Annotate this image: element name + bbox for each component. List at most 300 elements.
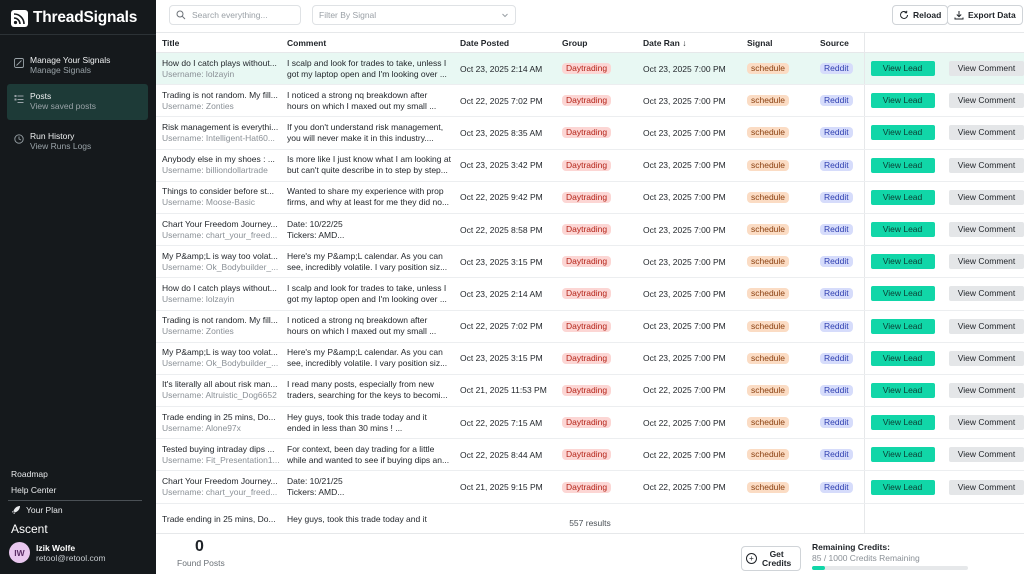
brand[interactable] <box>11 9 137 27</box>
table-row[interactable] <box>156 407 1024 439</box>
cell-group <box>556 213 637 245</box>
post-title: Trade ending in 25 mins, Do... <box>162 513 276 524</box>
cell-comment[interactable] <box>281 342 454 374</box>
search-placeholder: Search everything... <box>192 10 268 20</box>
column-header-title[interactable]: Title <box>156 33 281 53</box>
date-ran: Oct 23, 2025 7:00 PM <box>643 192 726 203</box>
cell-signal <box>741 117 814 149</box>
comment-line-2: got my laptop open and I'm looking over ... <box>287 68 447 79</box>
sidebar-item-title: Run History <box>30 131 75 141</box>
view-comment-button[interactable]: View Comment <box>949 254 1024 269</box>
post-title: Things to consider before st... <box>162 186 274 197</box>
signal-tag: schedule <box>747 417 789 428</box>
post-title: How do I catch plays without... <box>162 282 277 293</box>
post-username: Username: Alone97x <box>162 422 241 433</box>
cell-view-lead <box>864 439 943 471</box>
results-count: 557 results <box>569 518 611 528</box>
plan-name: Ascent <box>11 522 48 536</box>
comment-line-1: Date: 10/22/25 <box>287 218 343 229</box>
posts-list-icon <box>14 94 24 104</box>
signal-tag: schedule <box>747 192 789 203</box>
cell-view-comment <box>943 342 1024 374</box>
comment-line-2: Tickers: AMD... <box>287 229 345 240</box>
cell-view-comment <box>943 181 1024 213</box>
cell-title[interactable] <box>156 213 281 245</box>
reload-button[interactable] <box>892 5 948 25</box>
cell-view-lead <box>864 53 943 85</box>
sidebar-divider <box>8 500 142 501</box>
cell-view-lead <box>864 407 943 439</box>
cell-group <box>556 278 637 310</box>
signal-tag: schedule <box>747 321 789 332</box>
table-row[interactable] <box>156 246 1024 278</box>
view-lead-button[interactable]: View Lead <box>871 222 935 237</box>
source-tag: Reddit <box>820 192 853 203</box>
cell-view-lead <box>864 374 943 406</box>
sidebar-item-title: Manage Your Signals <box>30 55 111 65</box>
post-title: Chart Your Freedom Journey... <box>162 218 278 229</box>
date-ran: Oct 22, 2025 7:00 PM <box>643 417 726 428</box>
view-comment-button[interactable]: View Comment <box>949 383 1024 398</box>
group-tag: Daytrading <box>562 127 611 138</box>
get-credits-label-1: Get <box>769 548 784 559</box>
cell-comment[interactable] <box>281 246 454 278</box>
cell-source <box>814 53 864 85</box>
cell-view-lead <box>864 246 943 278</box>
view-lead-button[interactable]: View Lead <box>871 351 935 366</box>
cell-view-lead <box>864 213 943 245</box>
signal-tag: schedule <box>747 63 789 74</box>
group-tag: Daytrading <box>562 385 611 396</box>
cell-title[interactable] <box>156 278 281 310</box>
cell-title[interactable] <box>156 85 281 117</box>
source-tag: Reddit <box>820 417 853 428</box>
table-row[interactable] <box>156 213 1024 245</box>
credits-progress-fill <box>812 566 825 570</box>
cell-title[interactable] <box>156 53 281 85</box>
post-title: Chart Your Freedom Journey... <box>162 476 278 487</box>
comment-line-1: Wanted to share my experience with prop <box>287 186 444 197</box>
search-input[interactable] <box>169 5 301 25</box>
column-header-date-ran[interactable]: Date Ran ↓ <box>637 33 741 53</box>
date-ran: Oct 23, 2025 7:00 PM <box>643 95 726 106</box>
table-row[interactable] <box>156 278 1024 310</box>
export-data-button[interactable] <box>947 5 1023 25</box>
comment-line-1: Hey guys, took this trade today and it <box>287 411 427 422</box>
cell-comment[interactable] <box>281 471 454 503</box>
view-lead-button[interactable]: View Lead <box>871 61 935 76</box>
footer-bar <box>156 533 1024 574</box>
table-row[interactable] <box>156 181 1024 213</box>
table-row[interactable] <box>156 85 1024 117</box>
column-header-date-posted[interactable]: Date Posted <box>454 33 556 53</box>
comment-line-2: ended in less than 30 mins ! ... <box>287 422 403 433</box>
cell-comment[interactable] <box>281 149 454 181</box>
cell-view-comment <box>943 310 1024 342</box>
cell-date-ran <box>637 374 741 406</box>
post-title: Trading is not random. My fill... <box>162 315 278 326</box>
source-tag: Reddit <box>820 160 853 171</box>
user-profile[interactable] <box>9 542 106 563</box>
source-tag: Reddit <box>820 288 853 299</box>
cell-title[interactable] <box>156 439 281 471</box>
view-lead-button[interactable]: View Lead <box>871 480 935 495</box>
view-lead-button[interactable]: View Lead <box>871 125 935 140</box>
comment-line-2: see, incredibly volatile. I vary position siz... <box>287 261 448 272</box>
view-lead-button[interactable]: View Lead <box>871 286 935 301</box>
post-username: Username: billiondollartrade <box>162 165 268 176</box>
view-lead-button[interactable]: View Lead <box>871 319 935 334</box>
comment-line-2: see, incredibly volatile. I vary position siz... <box>287 358 448 369</box>
cell-date-ran <box>637 471 741 503</box>
cell-comment[interactable] <box>281 407 454 439</box>
cell-view-comment <box>943 407 1024 439</box>
date-posted: Oct 22, 2025 9:42 PM <box>460 192 543 203</box>
cell-group <box>556 149 637 181</box>
cell-view-comment <box>943 213 1024 245</box>
cell-signal <box>741 310 814 342</box>
comment-line-2: got my laptop open and I'm looking over ... <box>287 293 447 304</box>
post-username: Username: Intelligent-Hat60... <box>162 132 275 143</box>
view-comment-button[interactable]: View Comment <box>949 222 1024 237</box>
comment-line-2: hours on which I maxed out my small ... <box>287 326 437 337</box>
cell-comment[interactable] <box>281 374 454 406</box>
comment-line-2: while and wanted to see if buying dips an... <box>287 454 450 465</box>
table-row[interactable] <box>156 53 1024 85</box>
post-title: Risk management is everythi... <box>162 121 279 132</box>
cell-date-ran <box>637 246 741 278</box>
table-header-row <box>156 33 1024 53</box>
comment-line-1: Here's my P&amp;L calendar. As you can <box>287 250 443 261</box>
cell-signal <box>741 278 814 310</box>
comment-line-2: traders, searching for the keys to becomi... <box>287 390 448 401</box>
date-ran: Oct 22, 2025 7:00 PM <box>643 482 726 493</box>
rocket-icon <box>11 505 21 515</box>
cell-date-posted <box>454 374 556 406</box>
cell-view-comment <box>943 246 1024 278</box>
cell-group <box>556 181 637 213</box>
date-posted: Oct 21, 2025 11:53 PM <box>460 385 547 396</box>
view-comment-button[interactable]: View Comment <box>949 447 1024 462</box>
table-row[interactable] <box>156 439 1024 471</box>
cell-view-lead <box>864 278 943 310</box>
cell-group <box>556 85 637 117</box>
cell-title[interactable] <box>156 117 281 149</box>
cell-source <box>814 407 864 439</box>
cell-date-posted <box>454 117 556 149</box>
cell-signal <box>741 149 814 181</box>
comment-line-1: I scalp and look for trades to take, unless I <box>287 57 447 68</box>
view-lead-button[interactable]: View Lead <box>871 190 935 205</box>
cell-source <box>814 374 864 406</box>
signal-tag: schedule <box>747 256 789 267</box>
table-row[interactable] <box>156 149 1024 181</box>
cell-date-ran <box>637 85 741 117</box>
comment-line-2: hours on which I maxed out my small ... <box>287 100 437 111</box>
source-tag: Reddit <box>820 449 853 460</box>
date-posted: Oct 22, 2025 7:02 PM <box>460 95 543 106</box>
cell-view-comment <box>943 439 1024 471</box>
cell-comment[interactable] <box>281 53 454 85</box>
cell-title[interactable] <box>156 342 281 374</box>
view-lead-button[interactable]: View Lead <box>871 93 935 108</box>
date-ran: Oct 23, 2025 7:00 PM <box>643 256 726 267</box>
source-tag: Reddit <box>820 482 853 493</box>
cell-view-lead <box>864 117 943 149</box>
date-posted: Oct 23, 2025 2:14 AM <box>460 288 543 299</box>
cell-view-lead <box>864 310 943 342</box>
cell-group <box>556 117 637 149</box>
comment-line-1: For context, been day trading for a little <box>287 443 435 454</box>
comment-line-1: Hey guys, took this trade today and it <box>287 513 427 524</box>
table-row[interactable] <box>156 117 1024 149</box>
group-tag: Daytrading <box>562 224 611 235</box>
cell-signal <box>741 85 814 117</box>
source-tag: Reddit <box>820 256 853 267</box>
cell-signal <box>741 53 814 85</box>
sidebar <box>0 0 156 574</box>
chevron-down-icon <box>501 11 509 19</box>
cell-view-comment <box>943 53 1024 85</box>
post-title: My P&amp;L is way too volat... <box>162 347 278 358</box>
cell-group <box>556 471 637 503</box>
cell-date-ran <box>637 181 741 213</box>
cell-date-posted <box>454 246 556 278</box>
cell-group <box>556 407 637 439</box>
cell-comment[interactable] <box>281 117 454 149</box>
sidebar-item-subtitle: View saved posts <box>30 101 96 111</box>
cell-signal <box>741 213 814 245</box>
comment-line-1: I read many posts, especially from new <box>287 379 434 390</box>
table-row[interactable] <box>156 471 1024 503</box>
get-credits-button[interactable] <box>741 546 801 571</box>
source-tag: Reddit <box>820 224 853 235</box>
sidebar-item-subtitle: Manage Signals <box>30 65 91 75</box>
view-lead-button[interactable]: View Lead <box>871 447 935 462</box>
cell-date-ran <box>637 278 741 310</box>
cell-date-ran <box>637 213 741 245</box>
cell-signal <box>741 439 814 471</box>
cell-signal <box>741 342 814 374</box>
sidebar-item-title: Posts <box>30 91 52 101</box>
your-plan[interactable] <box>11 505 63 515</box>
source-tag: Reddit <box>820 63 853 74</box>
comment-line-2: Tickers: AMD... <box>287 487 345 498</box>
comment-line-2: but can't quite describe in to step by step... <box>287 165 448 176</box>
view-comment-button[interactable]: View Comment <box>949 319 1024 334</box>
view-lead-button[interactable]: View Lead <box>871 254 935 269</box>
roadmap-link[interactable]: Roadmap <box>11 469 48 479</box>
cell-source <box>814 213 864 245</box>
source-tag: Reddit <box>820 95 853 106</box>
cell-comment[interactable] <box>281 439 454 471</box>
date-ran: Oct 23, 2025 7:00 PM <box>643 160 726 171</box>
signal-tag: schedule <box>747 449 789 460</box>
column-header-comment[interactable]: Comment <box>281 33 454 53</box>
view-lead-button[interactable]: View Lead <box>871 158 935 173</box>
date-posted: Oct 21, 2025 9:15 PM <box>460 482 543 493</box>
post-username: Username: chart_your_freed... <box>162 229 278 240</box>
date-ran: Oct 22, 2025 7:00 PM <box>643 449 726 460</box>
plus-circle-icon: + <box>746 553 757 564</box>
post-title: My P&amp;L is way too volat... <box>162 250 278 261</box>
cell-title[interactable] <box>156 181 281 213</box>
cell-source <box>814 439 864 471</box>
export-label: Export Data <box>968 10 1016 20</box>
cell-comment[interactable] <box>281 310 454 342</box>
cell-source <box>814 342 864 374</box>
cell-date-ran <box>637 439 741 471</box>
date-posted: Oct 22, 2025 7:02 PM <box>460 321 543 332</box>
group-tag: Daytrading <box>562 63 611 74</box>
group-tag: Daytrading <box>562 95 611 106</box>
table-row[interactable] <box>156 342 1024 374</box>
date-ran: Oct 23, 2025 7:00 PM <box>643 224 726 235</box>
rss-logo-icon <box>11 10 28 27</box>
comment-line-2: you will never make it in this industry.... <box>287 132 434 143</box>
date-ran: Oct 23, 2025 7:00 PM <box>643 127 726 138</box>
cell-title[interactable] <box>156 407 281 439</box>
sidebar-item-posts[interactable] <box>7 84 148 120</box>
signal-tag: schedule <box>747 160 789 171</box>
cell-title[interactable] <box>156 471 281 503</box>
cell-comment[interactable] <box>281 213 454 245</box>
download-icon <box>954 10 964 20</box>
cell-group <box>556 374 637 406</box>
sidebar-item-run-history[interactable] <box>7 124 148 160</box>
user-name: Izik Wolfe <box>36 542 76 553</box>
view-comment-button[interactable]: View Comment <box>949 480 1024 495</box>
signal-tag: schedule <box>747 482 789 493</box>
get-credits-label-2: Credits <box>762 557 792 568</box>
post-username: Username: Ok_Bodybuilder_... <box>162 358 279 369</box>
view-comment-button[interactable]: View Comment <box>949 190 1024 205</box>
date-ran: Oct 23, 2025 7:00 PM <box>643 353 726 364</box>
group-tag: Daytrading <box>562 192 611 203</box>
cell-source <box>814 117 864 149</box>
cell-view-lead <box>864 181 943 213</box>
view-comment-button[interactable]: View Comment <box>949 125 1024 140</box>
cell-title[interactable] <box>156 246 281 278</box>
cell-view-lead <box>864 471 943 503</box>
cell-date-posted <box>454 471 556 503</box>
cell-date-posted <box>454 213 556 245</box>
signal-tag: schedule <box>747 224 789 235</box>
found-posts-label: Found Posts <box>177 558 225 568</box>
cell-view-lead <box>864 85 943 117</box>
source-tag: Reddit <box>820 321 853 332</box>
view-comment-button[interactable]: View Comment <box>949 415 1024 430</box>
signals-icon <box>14 58 24 68</box>
cell-comment[interactable] <box>281 85 454 117</box>
cell-title[interactable] <box>156 310 281 342</box>
group-tag: Daytrading <box>562 288 611 299</box>
post-username: Username: Altruistic_Dog6652 <box>162 390 277 401</box>
cell-view-lead <box>864 342 943 374</box>
view-comment-button[interactable]: View Comment <box>949 93 1024 108</box>
signal-tag: schedule <box>747 95 789 106</box>
view-lead-button[interactable]: View Lead <box>871 415 935 430</box>
cell-source <box>814 278 864 310</box>
column-header-actions-2 <box>943 33 1024 53</box>
cell-date-ran <box>637 310 741 342</box>
cell-view-comment <box>943 471 1024 503</box>
cell-source <box>814 181 864 213</box>
source-tag: Reddit <box>820 385 853 396</box>
cell-signal <box>741 374 814 406</box>
signal-tag: schedule <box>747 353 789 364</box>
date-posted: Oct 23, 2025 8:35 AM <box>460 127 543 138</box>
post-username: Username: Zonties <box>162 100 234 111</box>
cell-view-comment <box>943 117 1024 149</box>
source-tag: Reddit <box>820 353 853 364</box>
view-lead-button[interactable]: View Lead <box>871 383 935 398</box>
cell-source <box>814 149 864 181</box>
cell-title[interactable] <box>156 149 281 181</box>
your-plan-label: Your Plan <box>26 505 63 515</box>
view-comment-button[interactable]: View Comment <box>949 61 1024 76</box>
view-comment-button[interactable]: View Comment <box>949 351 1024 366</box>
cell-source <box>814 246 864 278</box>
source-tag: Reddit <box>820 127 853 138</box>
cell-date-posted <box>454 310 556 342</box>
cell-date-posted <box>454 53 556 85</box>
column-header-group[interactable]: Group <box>556 33 637 53</box>
comment-line-1: If you don't understand risk management, <box>287 121 444 132</box>
signal-tag: schedule <box>747 127 789 138</box>
cell-view-comment <box>943 278 1024 310</box>
cell-comment[interactable] <box>281 278 454 310</box>
sidebar-divider <box>0 34 156 35</box>
table-row[interactable] <box>156 374 1024 406</box>
table-row[interactable] <box>156 310 1024 342</box>
view-comment-button[interactable]: View Comment <box>949 286 1024 301</box>
date-ran: Oct 22, 2025 7:00 PM <box>643 385 726 396</box>
post-title: Trading is not random. My fill... <box>162 89 278 100</box>
cell-comment[interactable] <box>281 181 454 213</box>
view-comment-button[interactable]: View Comment <box>949 158 1024 173</box>
top-toolbar <box>156 0 1024 32</box>
date-posted: Oct 22, 2025 8:44 AM <box>460 449 543 460</box>
cell-date-posted <box>454 439 556 471</box>
user-email: retool@retool.com <box>36 552 106 563</box>
cell-group <box>556 439 637 471</box>
cell-title[interactable] <box>156 374 281 406</box>
sidebar-item-manage-signals[interactable] <box>7 48 148 84</box>
post-title: How do I catch plays without... <box>162 57 277 68</box>
group-tag: Daytrading <box>562 449 611 460</box>
cell-date-posted <box>454 342 556 374</box>
group-tag: Daytrading <box>562 321 611 332</box>
column-header-source[interactable]: Source <box>814 33 864 53</box>
help-center-link[interactable]: Help Center <box>11 485 57 495</box>
cell-date-ran <box>637 149 741 181</box>
avatar: IW <box>9 542 30 563</box>
found-posts-count: 0 <box>195 538 204 555</box>
date-posted: Oct 22, 2025 8:58 PM <box>460 224 543 235</box>
cell-group <box>556 310 637 342</box>
cell-group <box>556 246 637 278</box>
cell-group <box>556 53 637 85</box>
cell-view-comment <box>943 85 1024 117</box>
signal-filter-select[interactable] <box>312 5 516 25</box>
reload-icon <box>899 10 909 20</box>
column-header-signal[interactable]: Signal <box>741 33 814 53</box>
cell-date-posted <box>454 181 556 213</box>
brand-name: ThreadSignals <box>33 9 138 26</box>
filter-placeholder: Filter By Signal <box>319 10 377 20</box>
date-posted: Oct 22, 2025 7:15 AM <box>460 417 543 428</box>
